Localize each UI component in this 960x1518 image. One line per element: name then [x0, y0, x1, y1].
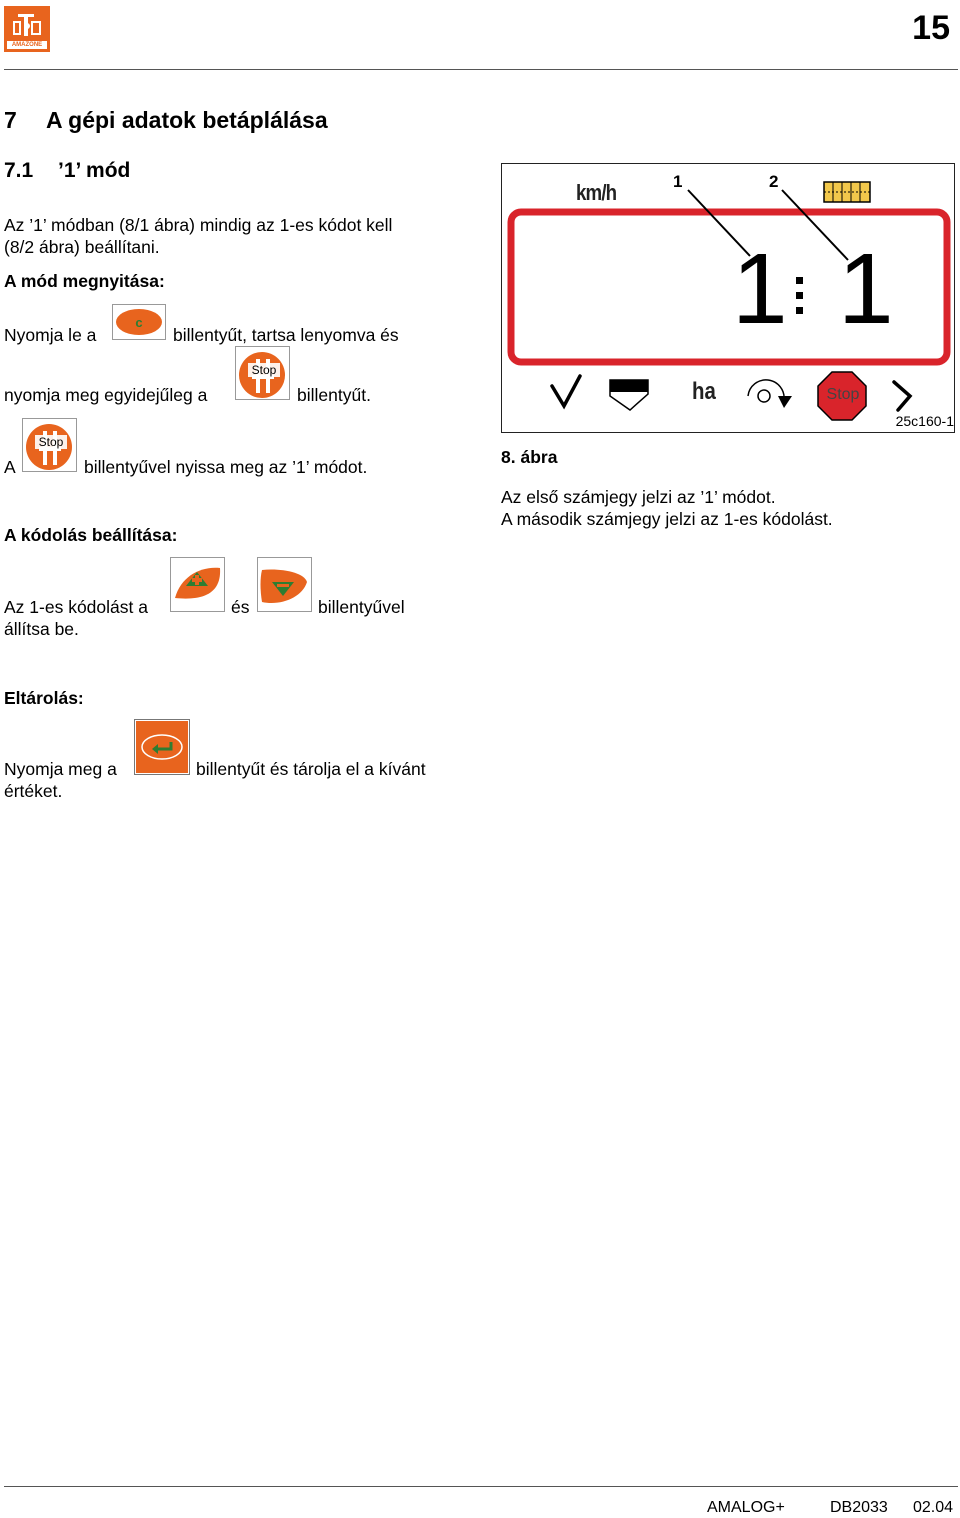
open-step3-after: billentyűvel nyissa meg az ’1’ módot. — [84, 457, 368, 477]
svg-text:c: c — [135, 315, 143, 330]
footer-doc-code: DB2033 — [830, 1499, 888, 1516]
coding-line-2: állítsa be. — [4, 619, 79, 639]
open-step1-after: billentyűt, tartsa lenyomva és — [173, 325, 399, 345]
enter-key-icon — [134, 719, 190, 775]
plus-key-icon — [170, 557, 225, 612]
figure-desc-1: Az első számjegy jelzi az ’1’ módot. — [501, 487, 776, 507]
coding-line1-after: billentyűvel — [318, 597, 405, 617]
seed-rate-icon — [824, 182, 870, 202]
display-digit-left: 1 — [732, 233, 788, 345]
svg-text:Stop: Stop — [38, 435, 64, 449]
minus-key-icon — [257, 557, 312, 612]
intro-line-1: Az ’1’ módban (8/1 ábra) mindig az 1-es kódot kell — [4, 215, 393, 235]
svg-text:Stop: Stop — [251, 363, 277, 377]
figure-code: 25c160-1 — [895, 413, 954, 429]
store-line1-before: Nyomja meg a — [4, 759, 117, 779]
speed-unit-label: km/h — [576, 180, 617, 205]
open-mode-heading: A mód megnyitása: — [4, 271, 165, 291]
section-number: 7 — [4, 107, 17, 133]
coding-heading: A kódolás beállítása: — [4, 525, 178, 545]
store-heading: Eltárolás: — [4, 688, 84, 708]
figure-desc-2: A második számjegy jelzi az 1-es kódolást. — [501, 509, 833, 529]
marker-1-label: 1 — [673, 172, 683, 191]
open-step1-before: Nyomja le a — [4, 325, 97, 345]
open-step2-after: billentyűt. — [297, 385, 371, 405]
rotation-icon — [748, 380, 792, 408]
display-figure — [501, 163, 955, 433]
coding-line1-before: Az 1-es kódolást a — [4, 597, 148, 617]
footer-date: 02.04 — [913, 1499, 954, 1516]
logo-text: AMAZONE — [11, 42, 43, 48]
stop-key-icon — [22, 418, 77, 472]
area-unit-label: ha — [692, 378, 716, 405]
stop-key-icon — [235, 346, 290, 400]
hopper-icon — [610, 380, 648, 410]
footer-product: AMALOG+ — [707, 1499, 785, 1516]
subsection-title: ’1’ mód — [58, 159, 131, 182]
coding-line1-mid: és — [231, 597, 250, 617]
header-divider — [4, 69, 958, 70]
amazone-logo — [4, 6, 50, 52]
figure-caption: 8. ábra — [501, 447, 558, 467]
stop-sign-label: Stop — [826, 386, 860, 403]
intro-line-2: (8/2 ábra) beállítani. — [4, 237, 160, 257]
open-step2-before: nyomja meg egyidejűleg a — [4, 385, 208, 405]
page-number: 15 — [912, 9, 950, 47]
store-line1-after: billentyűt és tárolja el a kívánt — [196, 759, 426, 779]
marker-2-label: 2 — [769, 172, 779, 191]
store-line-2: értéket. — [4, 781, 63, 801]
section-title: A gépi adatok betáplálása — [46, 107, 328, 133]
footer-divider — [4, 1486, 958, 1487]
subsection-number: 7.1 — [4, 159, 34, 182]
c-key-icon — [112, 304, 166, 340]
display-digit-right: 1 — [838, 233, 894, 345]
open-step3-before: A — [4, 457, 16, 477]
